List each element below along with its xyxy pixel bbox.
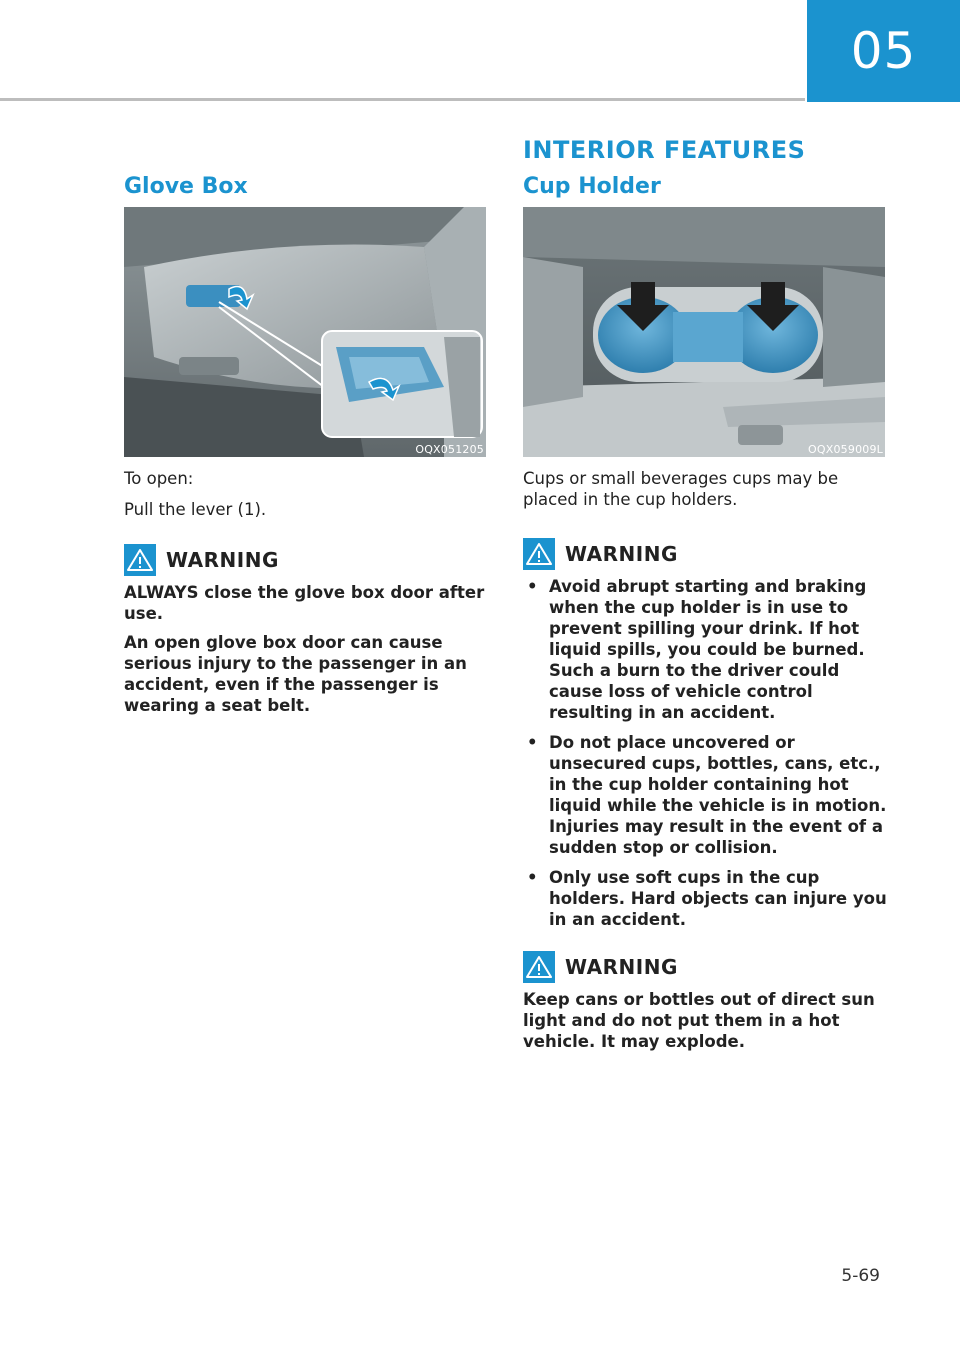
warning-triangle-icon <box>523 538 555 570</box>
header-rule <box>0 98 805 101</box>
warning-triangle-icon <box>124 544 156 576</box>
warning-bullet-list <box>523 576 889 930</box>
list-item: • Avoid abrupt starting and braking when the cup holder is in use to prevent spilling your drink. If hot liquid spills, you could be burned. Such a burn to the driver could cause loss of vehicle control resulting in an accident. <box>523 576 889 723</box>
cup-holder-figure-code: OQX059009L <box>808 443 883 456</box>
chapter-tab: 05 <box>807 0 960 102</box>
warning-label: WARNING <box>565 542 678 566</box>
glove-box-figure-code: OQX051205 <box>415 443 484 456</box>
warning-label: WARNING <box>565 955 678 979</box>
warning-paragraph: Keep cans or bottles out of direct sun light and do not put them in a hot vehicle. It may explode. <box>523 990 875 1051</box>
warning-paragraph: ALWAYS close the glove box door after use. <box>124 583 485 623</box>
warning-triangle-icon <box>523 951 555 983</box>
section-title: INTERIOR FEATURES <box>523 136 806 164</box>
cup-holder-warning-1-title <box>523 538 678 570</box>
instruction-line: Pull the lever (1). <box>124 500 267 519</box>
glove-box-title: Glove Box <box>124 174 248 199</box>
warning-paragraph: An open glove box door can cause serious injury to the passenger in an accident, even if the passenger is wearing a seat belt. <box>124 633 467 715</box>
cup-holder-warning-2-title <box>523 951 678 983</box>
page-number: 5-69 <box>841 1266 880 1286</box>
glove-box-instructions <box>124 468 486 520</box>
list-item: • Do not place uncovered or unsecured cups, bottles, cans, etc., in the cup holder containing hot liquid while the vehicle is in motion. Injuries may result in the event of a sudden stop or collision. <box>523 732 889 858</box>
cup-holder-title: Cup Holder <box>523 174 661 199</box>
cup-holder-figure <box>523 207 885 457</box>
instruction-line: To open: <box>124 469 194 488</box>
glove-box-warning-text <box>124 582 486 724</box>
warning-label: WARNING <box>166 548 279 572</box>
cup-holder-description: Cups or small beverages cups may be placed in the cup holders. <box>523 469 839 509</box>
glove-box-illustration <box>124 207 486 457</box>
glove-box-figure <box>124 207 486 457</box>
cup-holder-illustration <box>523 207 885 457</box>
cup-holder-warning-1-text <box>523 576 889 939</box>
cup-holder-warning-2-text <box>523 989 885 1060</box>
glove-box-warning-title <box>124 544 279 576</box>
list-item: • Only use soft cups in the cup holders. Hard objects can injure you in an accident. <box>523 867 889 930</box>
